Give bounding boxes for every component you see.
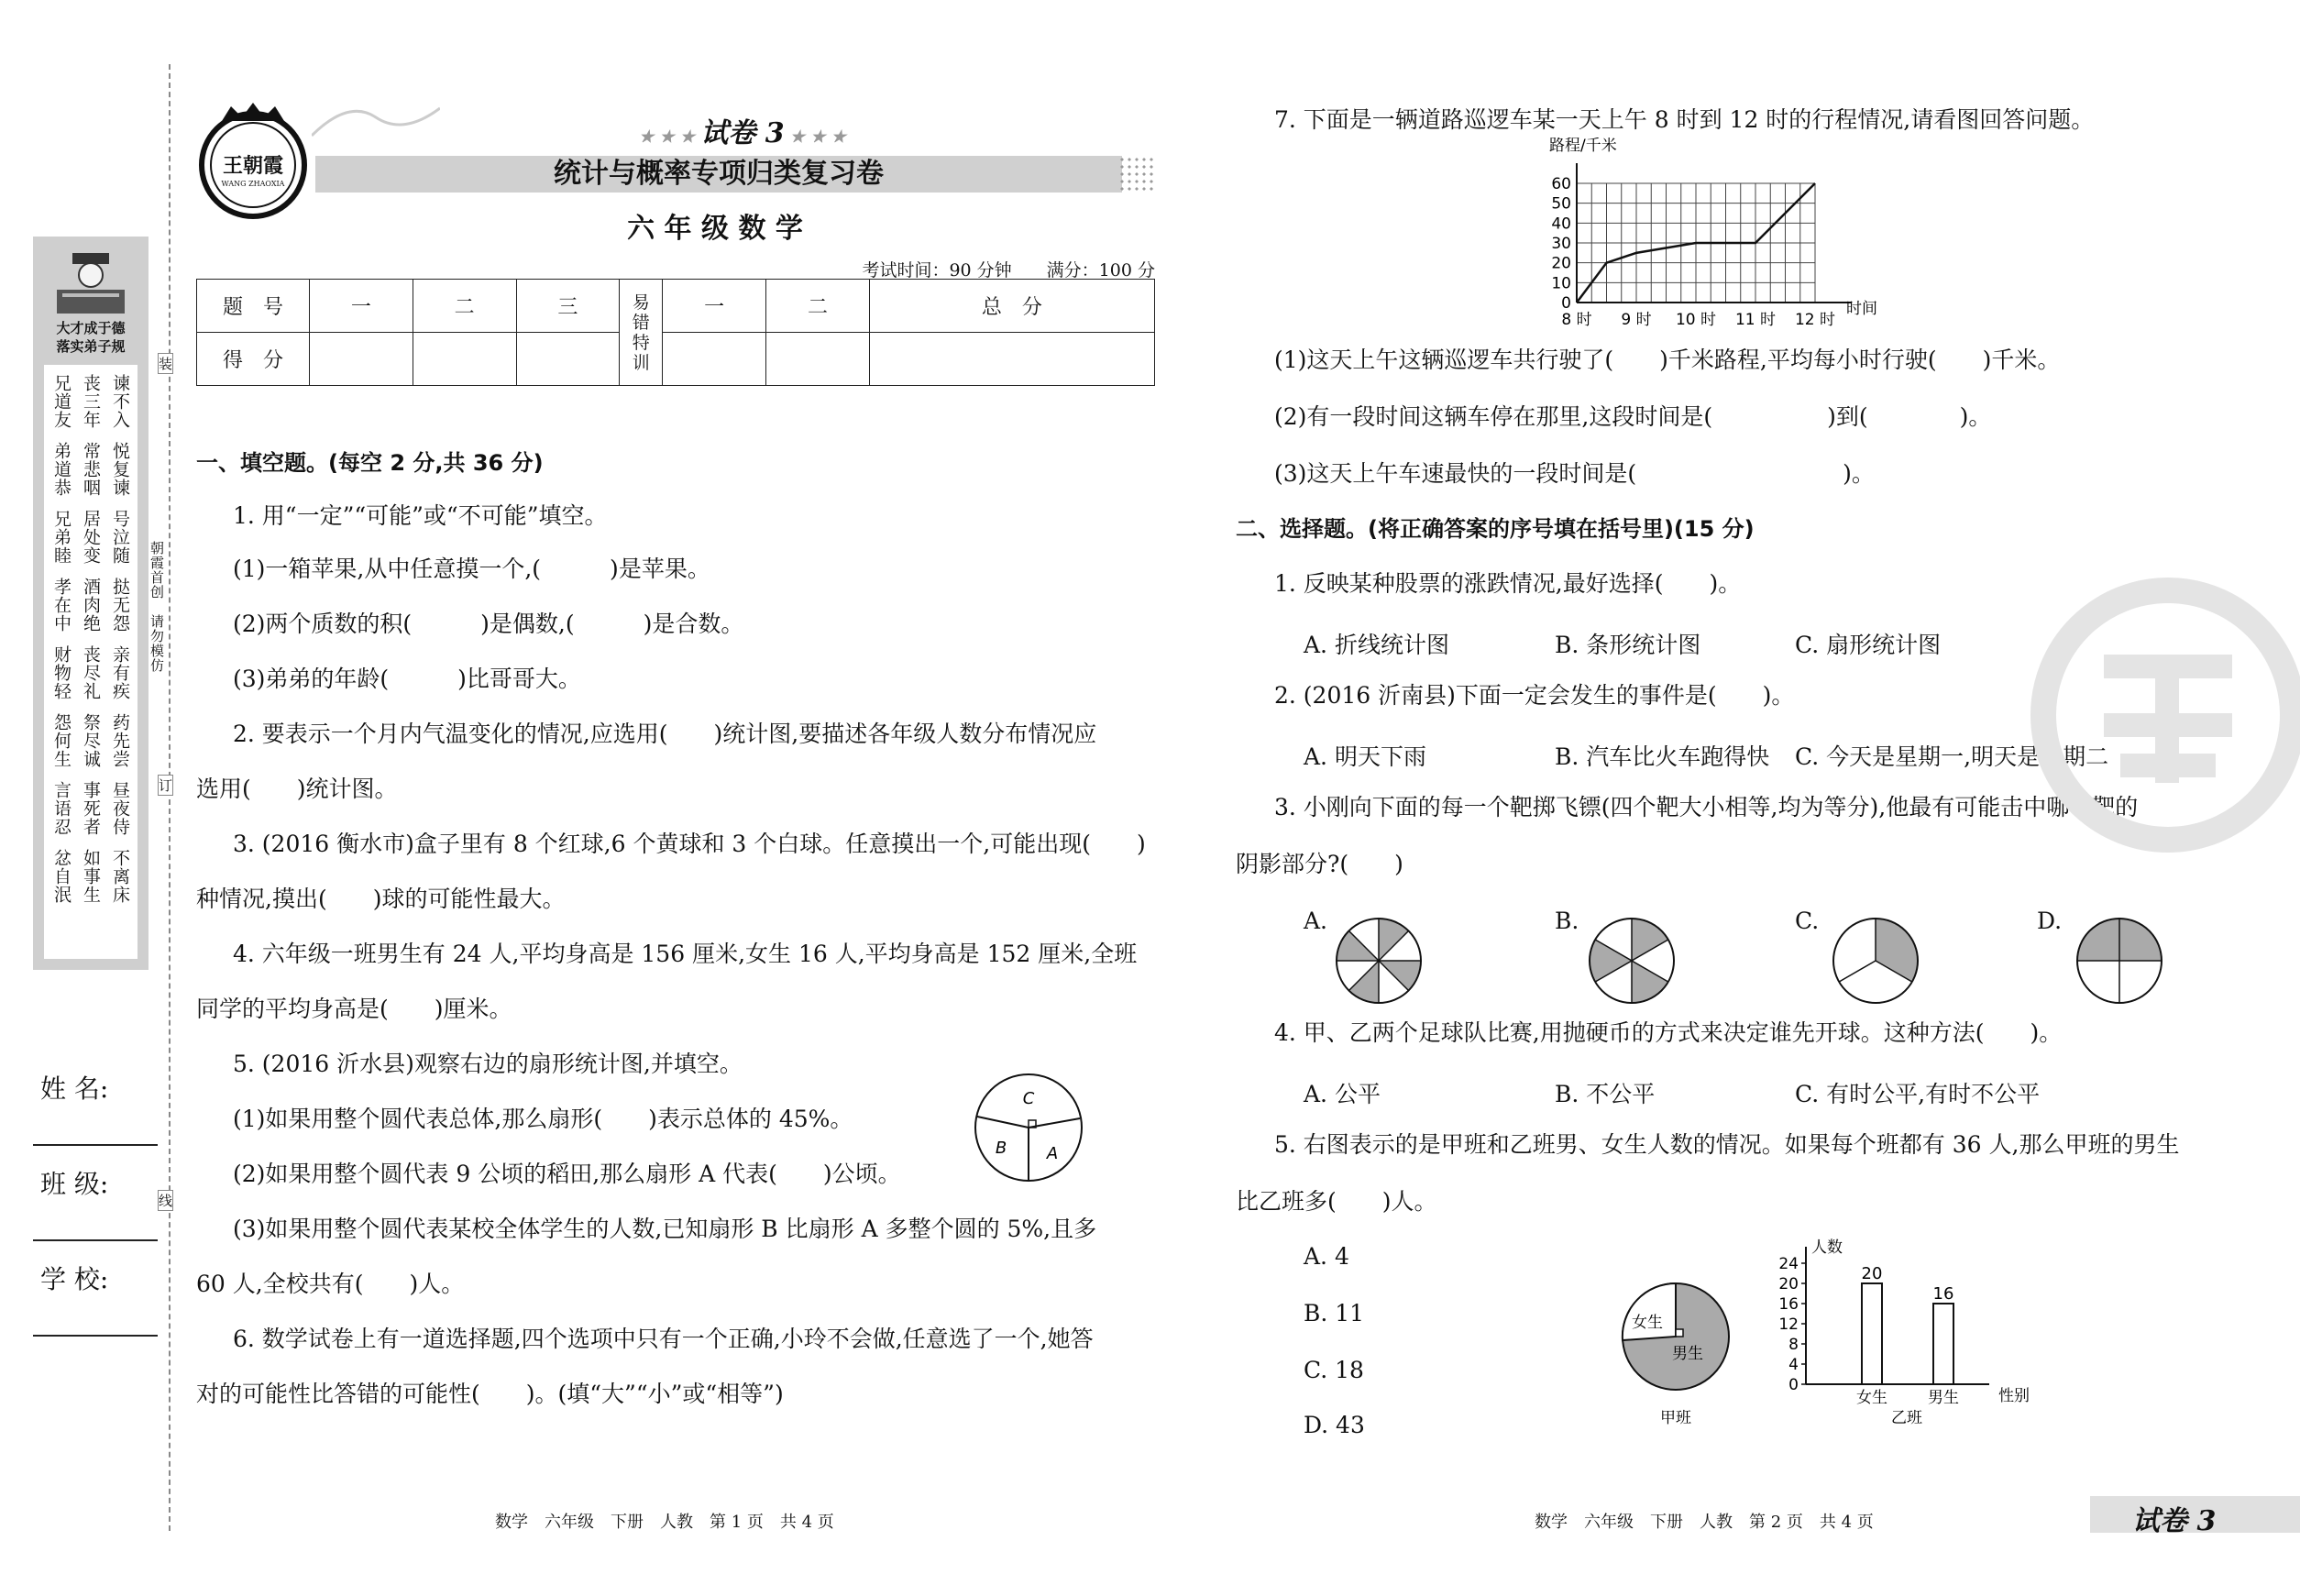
score-cell[interactable] <box>766 333 870 386</box>
line-chart-patrol <box>1522 138 1898 334</box>
choice-option[interactable]: D. 43 <box>1304 1412 1365 1438</box>
question-line: 6. 数学试卷上有一道选择题,四个选项中只有一个正确,小玲不会做,任意选了一个,她答 <box>233 1326 1094 1352</box>
watermark-stamp <box>2030 578 2300 853</box>
y-axis-label: 人数 <box>1811 1238 1843 1257</box>
question-line: (1)一箱苹果,从中任意摸一个,( )是苹果。 <box>233 556 710 582</box>
sidebar-motto: 大才成于德 落实弟子规 <box>56 320 126 355</box>
choice-option[interactable]: C. 扇形统计图 <box>1795 632 1942 658</box>
class-field[interactable] <box>33 1164 158 1241</box>
title-bar-dots <box>1118 156 1155 193</box>
sidebar-verse: 居处变 <box>81 510 101 565</box>
target-b[interactable] <box>1586 915 1678 1010</box>
bar-chart-yi <box>1769 1238 2035 1443</box>
pie-label-b: B <box>995 1139 1007 1158</box>
fold-label-xian: 线 <box>158 1190 173 1211</box>
x-tick-label: 10 时 <box>1675 311 1717 329</box>
score-header: 一 <box>310 280 413 333</box>
question-line: 选用( )统计图。 <box>196 776 398 802</box>
sidebar-verse: 丧尽礼 <box>81 645 101 700</box>
score-header-special: 易错特训 <box>620 280 663 386</box>
ribbon-decoration <box>312 99 440 154</box>
choice-option[interactable]: B. 不公平 <box>1555 1081 1656 1107</box>
pie-caption-jia: 甲班 <box>1660 1409 1691 1427</box>
copyright-note-2: 请勿模仿 <box>149 614 165 673</box>
school-label: 学 校: <box>40 1264 109 1294</box>
y-tick-label: 20 <box>1778 1275 1799 1293</box>
sidebar-verse: 财物轻 <box>51 645 72 700</box>
x-tick-label: 11 时 <box>1734 311 1777 329</box>
sidebar-verse: 挞无怨 <box>110 578 130 633</box>
choice-option[interactable]: A. 公平 <box>1304 1081 1381 1107</box>
y-tick-label: 16 <box>1778 1295 1799 1314</box>
choice-q5: 5. 右图表示的是甲班和乙班男、女生人数的情况。如果每个班都有 36 人,那么甲班的男生 <box>1274 1131 2180 1158</box>
choice-q1: 1. 反映某种股票的涨跌情况,最好选择( )。 <box>1274 570 1742 597</box>
question-line: (3)如果用整个圆代表某校全体学生的人数,已知扇形 B 比扇形 A 多整个圆的 5%,且多 <box>233 1216 1097 1242</box>
score-cell[interactable] <box>310 333 413 386</box>
y-tick-label: 50 <box>1551 194 1571 214</box>
name-field[interactable] <box>33 1069 158 1146</box>
target-c[interactable] <box>1830 915 1921 1010</box>
question-line: (3)弟弟的年龄( )比哥哥大。 <box>233 666 581 692</box>
name-label: 姓 名: <box>40 1073 109 1104</box>
sidebar-verse-group <box>51 578 130 633</box>
choice-q3-cont: 阴影部分?( ) <box>1236 851 1403 877</box>
score-cell[interactable] <box>663 333 766 386</box>
sidebar-verses <box>44 365 138 959</box>
sidebar-verse-group <box>51 781 130 836</box>
logo-subtext: WANG ZHAOXIA <box>221 180 285 188</box>
y-tick-label: 4 <box>1788 1356 1799 1374</box>
sidebar-verse: 常悲咽 <box>81 442 101 497</box>
question-line: 2. 要表示一个月内气温变化的情况,应选用( )统计图,要描述各年级人数分布情况应 <box>233 721 1097 747</box>
choice-option[interactable]: B. 条形统计图 <box>1555 632 1701 658</box>
sidebar-verse: 药先尝 <box>110 713 130 768</box>
footer-tag: 试卷 3 <box>2132 1505 2217 1537</box>
score-cell[interactable] <box>869 333 1154 386</box>
pie-label-a: A <box>1046 1144 1059 1163</box>
y-tick-label: 20 <box>1551 254 1571 273</box>
sidebar-verse: 兄弟睦 <box>51 510 72 565</box>
sidebar-verse: 忿自泯 <box>51 849 72 904</box>
y-tick-label: 60 <box>1551 175 1571 193</box>
copyright-note: 朝霞首创 <box>149 541 165 600</box>
sidebar-verse-group <box>51 374 130 429</box>
sidebar-verse: 号泣随 <box>110 510 130 565</box>
q7-sub1: (1)这天上午这辆巡逻车共行驶了( )千米路程,平均每小时行驶( )千米。 <box>1274 347 2061 373</box>
target-d[interactable] <box>2074 915 2165 1010</box>
sidebar-verse-group <box>51 510 130 565</box>
class-label: 班 级: <box>40 1169 109 1199</box>
q7-text: 7. 下面是一辆道路巡逻车某一天上午 8 时到 12 时的行程情况,请看图回答问题。 <box>1274 106 2095 133</box>
y-tick-label: 0 <box>1561 294 1571 313</box>
scholar-illustration <box>50 246 132 319</box>
sidebar-verse: 不离床 <box>110 849 130 904</box>
page-title: 统计与概率专项归类复习卷 <box>554 158 884 190</box>
sidebar-verse-group <box>51 442 130 497</box>
pie-label-boys: 男生 <box>1672 1345 1703 1363</box>
sidebar-verse: 谏不入 <box>110 374 130 429</box>
x-axis-label: 性别 <box>1998 1387 2030 1405</box>
y-tick-label: 24 <box>1778 1255 1799 1273</box>
binding-dashed-line <box>169 64 171 1531</box>
question-line: 4. 六年级一班男生有 24 人,平均身高是 156 厘米,女生 16 人,平均身高是 152 厘米,全班 <box>233 941 1138 967</box>
target-option-c[interactable]: C. <box>1795 908 1820 934</box>
sidebar-verse: 言语忍 <box>51 781 72 836</box>
target-option-b[interactable]: B. <box>1555 908 1579 934</box>
bar <box>1862 1283 1882 1384</box>
choice-option[interactable]: C. 今天是星期一,明天是星期二 <box>1795 743 2109 770</box>
question-line: 1. 用“一定”“可能”或“不可能”填空。 <box>233 502 608 529</box>
exam-info: 考试时间：90 分钟 满分：100 分 <box>862 260 1155 281</box>
choice-option[interactable]: C. 18 <box>1304 1357 1364 1383</box>
school-field[interactable] <box>33 1260 158 1337</box>
choice-q3: 3. 小刚向下面的每一个靶掷飞镖(四个靶大小相等,均为等分),他最有可能击中哪个靶的 <box>1274 794 2139 820</box>
score-table <box>196 279 1155 386</box>
question-line: 对的可能性比答错的可能性( )。(填“大”“小”或“相等”) <box>196 1381 784 1407</box>
sidebar-verse-group <box>51 849 130 904</box>
question-line: (2)两个质数的积( )是偶数,( )是合数。 <box>233 611 744 637</box>
x-tick-label: 12 时 <box>1794 311 1836 329</box>
x-tick-label: 男生 <box>1928 1389 1959 1407</box>
question-line: 种情况,摸出( )球的可能性最大。 <box>196 886 566 912</box>
choice-option[interactable]: C. 有时公平,有时不公平 <box>1795 1081 2041 1107</box>
paper-label: ★ ★ ★ 试卷 3 ★ ★ ★ <box>639 117 846 149</box>
fold-label-zhuang: 装 <box>158 353 173 374</box>
sidebar-verse: 怨何生 <box>51 713 72 768</box>
score-cell[interactable] <box>413 333 516 386</box>
choice-option[interactable]: B. 11 <box>1304 1300 1365 1326</box>
choice-option[interactable]: B. 汽车比火车跑得快 <box>1555 743 1770 770</box>
score-header: 题 号 <box>197 280 310 333</box>
y-tick-label: 8 <box>1788 1336 1799 1354</box>
x-tick-label: 8 时 <box>1561 311 1592 329</box>
pie-label-girls: 女生 <box>1632 1314 1663 1332</box>
question-line: 同学的平均身高是( )厘米。 <box>196 996 512 1022</box>
y-tick-label: 30 <box>1551 235 1571 253</box>
score-header: 二 <box>766 280 870 333</box>
fold-label-ding: 订 <box>158 775 173 796</box>
section-heading: 一、填空题。(每空 2 分,共 36 分) <box>196 450 544 476</box>
sidebar-verse: 孝在中 <box>51 578 72 633</box>
question-line: (1)如果用整个圆代表总体,那么扇形( )表示总体的 45%。 <box>233 1106 853 1132</box>
y-tick-label: 12 <box>1778 1315 1799 1334</box>
sidebar-verse: 祭尽诚 <box>81 713 101 768</box>
question-line: 5. (2016 沂水县)观察右边的扇形统计图,并填空。 <box>233 1051 743 1077</box>
bar <box>1933 1304 1953 1384</box>
sidebar-verse: 弟道恭 <box>51 442 72 497</box>
sidebar-verse: 如事生 <box>81 849 101 904</box>
section-heading: 二、选择题。(将正确答案的序号填在括号里)(15 分) <box>1236 516 1755 542</box>
score-header: 二 <box>413 280 516 333</box>
bar-value-label: 16 <box>1932 1284 1954 1304</box>
pie-chart-jia <box>1619 1280 1738 1439</box>
y-tick-label: 0 <box>1788 1376 1799 1394</box>
choice-option[interactable]: A. 明天下雨 <box>1304 743 1426 770</box>
logo-text: 王朝霞 <box>222 154 283 178</box>
score-header: 一 <box>663 280 766 333</box>
sidebar-verse: 亲有疾 <box>110 645 130 700</box>
footer-right: 数学 六年级 下册 人教 第 2 页 共 4 页 <box>1535 1513 1874 1532</box>
question-line: (2)如果用整个圆代表 9 公顷的稻田,那么扇形 A 代表( )公顷。 <box>233 1161 901 1187</box>
score-row-label: 得 分 <box>197 333 310 386</box>
choice-option[interactable]: A. 折线统计图 <box>1304 632 1449 658</box>
choice-q5-cont: 比乙班多( )人。 <box>1236 1188 1437 1215</box>
target-a[interactable] <box>1333 915 1425 1010</box>
score-cell[interactable] <box>516 333 620 386</box>
pie-label-c: C <box>1022 1089 1035 1108</box>
choice-option[interactable]: A. 4 <box>1304 1243 1349 1270</box>
chart-caption: 乙班 <box>1891 1409 1922 1427</box>
q7-sub3: (3)这天上午车速最快的一段时间是( )。 <box>1274 460 1875 487</box>
x-axis-label: 时间 <box>1846 300 1877 318</box>
choice-q2: 2. (2016 沂南县)下面一定会发生的事件是( )。 <box>1274 682 1795 709</box>
sidebar-verse-group <box>51 713 130 768</box>
sidebar-verse-group <box>51 645 130 700</box>
x-tick-label: 女生 <box>1856 1389 1887 1407</box>
choice-q4: 4. 甲、乙两个足球队比赛,用抛硬币的方式来决定谁先开球。这种方法( )。 <box>1274 1019 2063 1046</box>
score-header: 总 分 <box>869 280 1154 333</box>
y-axis-label: 路程/千米 <box>1549 138 1617 155</box>
pie-chart-abc <box>972 1071 1085 1188</box>
sidebar-verse: 昼夜侍 <box>110 781 130 836</box>
score-header: 三 <box>516 280 620 333</box>
sidebar-panel <box>33 237 149 970</box>
x-tick-label: 9 时 <box>1621 311 1652 329</box>
footer-left: 数学 六年级 下册 人教 第 1 页 共 4 页 <box>495 1513 834 1532</box>
sidebar-verse: 兄道友 <box>51 374 72 429</box>
target-option-d[interactable]: D. <box>2037 908 2063 934</box>
sidebar-verse: 事死者 <box>81 781 101 836</box>
bar-value-label: 20 <box>1861 1264 1883 1283</box>
brand-logo <box>194 103 312 220</box>
y-tick-label: 10 <box>1551 274 1571 293</box>
sidebar-verse: 丧三年 <box>81 374 101 429</box>
question-line: 3. (2016 衡水市)盒子里有 8 个红球,6 个黄球和 3 个白球。任意摸出一个,可能出现( ) <box>233 831 1146 857</box>
sidebar-verse: 酒肉绝 <box>81 578 101 633</box>
page-subtitle: 六 年 级 数 学 <box>627 213 803 245</box>
sidebar-verse: 悦复谏 <box>110 442 130 497</box>
target-option-a[interactable]: A. <box>1304 908 1328 934</box>
q7-sub2: (2)有一段时间这辆车停在那里,这段时间是( )到( )。 <box>1274 403 1992 430</box>
y-tick-label: 40 <box>1551 215 1571 234</box>
question-line: 60 人,全校共有( )人。 <box>196 1271 465 1297</box>
